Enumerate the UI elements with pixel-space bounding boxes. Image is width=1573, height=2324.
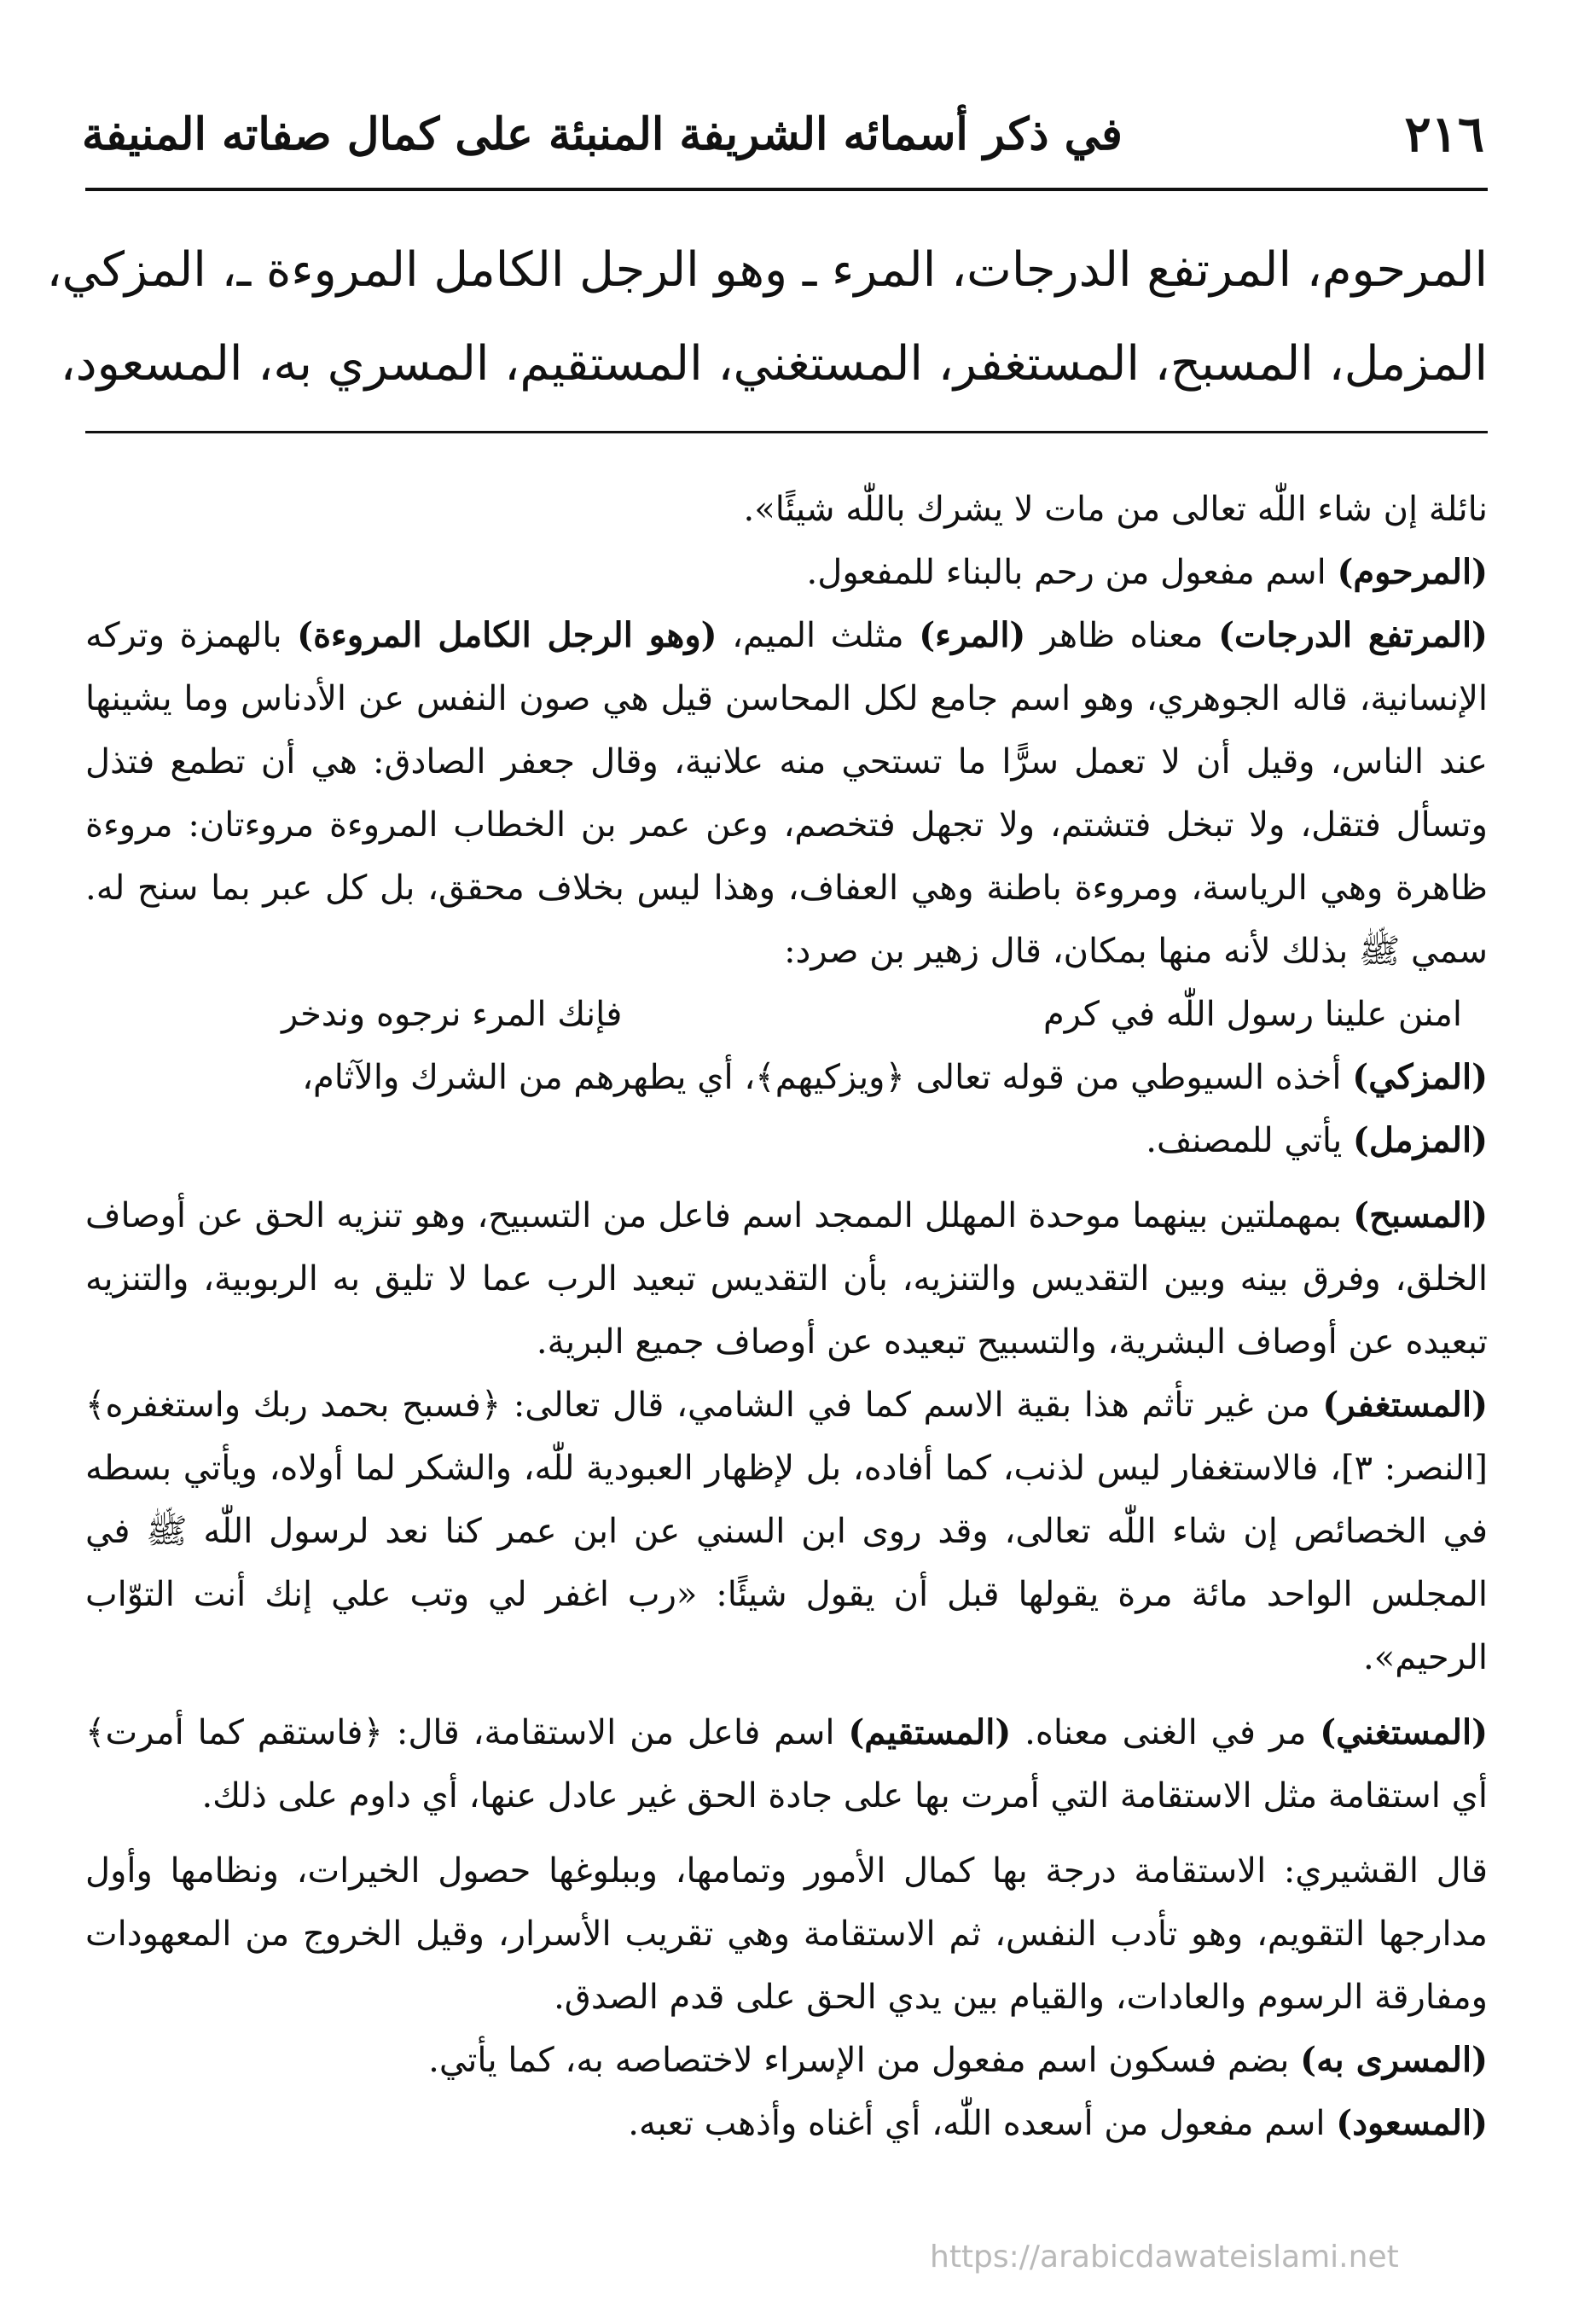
page-number: ٢١٦ bbox=[1404, 105, 1484, 163]
paragraph bbox=[85, 2029, 1488, 2092]
paragraph bbox=[85, 1109, 1488, 1172]
paragraph-text: قال القشيري: الاستقامة درجة بها كمال الأمور وتمامها، وببلوغها حصول الخيرات، ونظامها وأول مدارجها التقويم، وهو تأدب النفس، ثم الاستقامة وهي تقريب الأسرار، وقيل الخروج من المعهودات ومفارقة الرسوم والعادات، والقيام بين يدي الحق على قدم الصدق. bbox=[85, 1851, 1488, 2017]
paragraph-text: اسم فاعل من الاستقامة، قال: ﴿فاستقم كما أمرت﴾ أي استقامة مثل الاستقامة التي أمرت بها على جادة الحق غير عادل عنها، أي داوم على ذلك. bbox=[85, 1713, 1488, 1816]
paragraph bbox=[85, 541, 1488, 604]
paragraph bbox=[85, 1184, 1488, 1374]
defined-term: (المسبح) bbox=[1353, 1195, 1488, 1235]
defined-term: (المزمل) bbox=[1352, 1120, 1488, 1160]
defined-term: (المزكي) bbox=[1352, 1057, 1488, 1097]
verse-hemistich-2: فإنك المرء نرجوه وندخر bbox=[282, 995, 623, 1034]
header-rule bbox=[85, 188, 1488, 191]
paragraph-text: مثلث الميم، bbox=[717, 616, 920, 655]
paragraph bbox=[85, 1701, 1488, 1827]
paragraph bbox=[85, 1374, 1488, 1689]
paragraph-text: معناه ظاهر bbox=[1025, 616, 1219, 655]
paragraph-text: بضم فسكون اسم مفعول من الإسراء لاختصاصه به، كما يأتي. bbox=[428, 2041, 1301, 2080]
paragraph bbox=[85, 2092, 1488, 2155]
paragraph bbox=[85, 604, 1488, 983]
paragraph-text: من غير تأثم هذا بقية الاسم كما في الشامي، قال تعالى: ﴿فسبح بحمد ربك واستغفره﴾ [النصر: ٣]، فالاستغفار ليس لذنب، كما أفاده، بل لإظهار العبودية للّٰه، والشكر لما أولاه، ويأتي بسطه في الخصائص إن شاء اللّٰه تعالى، وقد روى ابن السني عن ابن عمر كنا نعد لرسول اللّٰه ﷺ في المجلس الواحد مائة مرة يقولها قبل أن يقول شيئًا: «رب اغفر لي وتب علي إنك أنت التوّاب الرحيم». bbox=[85, 1386, 1488, 1677]
poetry-verse bbox=[85, 983, 1488, 1046]
defined-term: (المرتفع الدرجات) bbox=[1218, 615, 1488, 655]
page-header bbox=[82, 96, 1484, 172]
matn-text bbox=[46, 224, 1488, 411]
paragraph-text: نائلة إن شاء اللّٰه تعالى من مات لا يشرك باللّٰه شيئًا». bbox=[743, 490, 1488, 529]
matn-line-1: المرحوم، المرتفع الدرجات، المرء ـ وهو الرجل الكامل المروءة ـ، المزكي، bbox=[46, 242, 1488, 298]
paragraph bbox=[85, 1046, 1488, 1109]
paragraph-text: مر في الغنى معناه. bbox=[1011, 1713, 1321, 1752]
paragraph-text: يأتي للمصنف. bbox=[1146, 1121, 1353, 1160]
matn-line-2: المزمل، المسبح، المستغفر، المستغني، المستقيم، المسري به، المسعود، bbox=[60, 336, 1488, 392]
matn-separator-rule bbox=[85, 431, 1488, 433]
defined-term: (المستغفر) bbox=[1322, 1385, 1488, 1425]
paragraph-text: أخذه السيوطي من قوله تعالى ﴿ويزكيهم﴾، أي يطهرهم من الشرك والآثام، bbox=[302, 1058, 1353, 1097]
paragraph-text: بمهملتين بينهما موحدة المهلل الممجد اسم فاعل من التسبيح، وهو تنزيه الحق عن أوصاف الخلق، وفرق بينه وبين التقديس والتنزيه، بأن التقديس تبعيد الرب عما لا تليق به الربوبية، والتنزيه تبعيده عن أوصاف البشرية، والتسبيح تبعيده عن أوصاف جميع البرية. bbox=[85, 1196, 1488, 1362]
defined-term: (المستقيم) bbox=[848, 1712, 1012, 1752]
paragraph-text: بالهمزة وتركه الإنسانية، قاله الجوهري، وهو اسم جامع لكل المحاسن قيل هي صون النفس عن الأدناس وما يشينها عند الناس، وقيل أن لا تعمل سرًّا ما تستحي منه علانية، وقال جعفر الصادق: هي أن تطمع فتذل وتسأل فتقل، ولا تبخل فتشتم، ولا تجهل فتخصم، وعن عمر بن الخطاب المروءة مروءتان: مروءة ظاهرة وهي الرياسة، ومروءة باطنة وهي العفاف، وهذا ليس بخلاف محقق، بل كل عبر بما سنح له. سمي ﷺ بذلك لأنه منها بمكان، قال زهير بن صرد: bbox=[85, 616, 1488, 971]
paragraph bbox=[85, 478, 1488, 541]
running-title: في ذكر أسمائه الشريفة المنبئة على كمال صفاته المنيفة bbox=[82, 107, 1123, 160]
paragraph bbox=[85, 1839, 1488, 2029]
defined-term: (المسعود) bbox=[1336, 2103, 1488, 2143]
defined-term: (المرء) bbox=[919, 615, 1026, 655]
defined-term: (وهو الرجل الكامل المروءة) bbox=[297, 615, 717, 655]
commentary-text bbox=[85, 478, 1488, 2155]
verse-hemistich-1: امنن علينا رسول اللّٰه في كرم bbox=[1043, 995, 1462, 1034]
paragraph-text: اسم مفعول من رحم بالبناء للمفعول. bbox=[806, 553, 1338, 592]
defined-term: (المستغني) bbox=[1320, 1712, 1488, 1752]
paragraph-text: اسم مفعول من أسعده اللّٰه، أي أغناه وأذهب تعبه. bbox=[628, 2104, 1337, 2143]
defined-term: (المرحوم) bbox=[1337, 552, 1488, 592]
watermark-url: https://arabicdawateislami.net bbox=[930, 2240, 1399, 2275]
defined-term: (المسرى به) bbox=[1300, 2040, 1488, 2080]
